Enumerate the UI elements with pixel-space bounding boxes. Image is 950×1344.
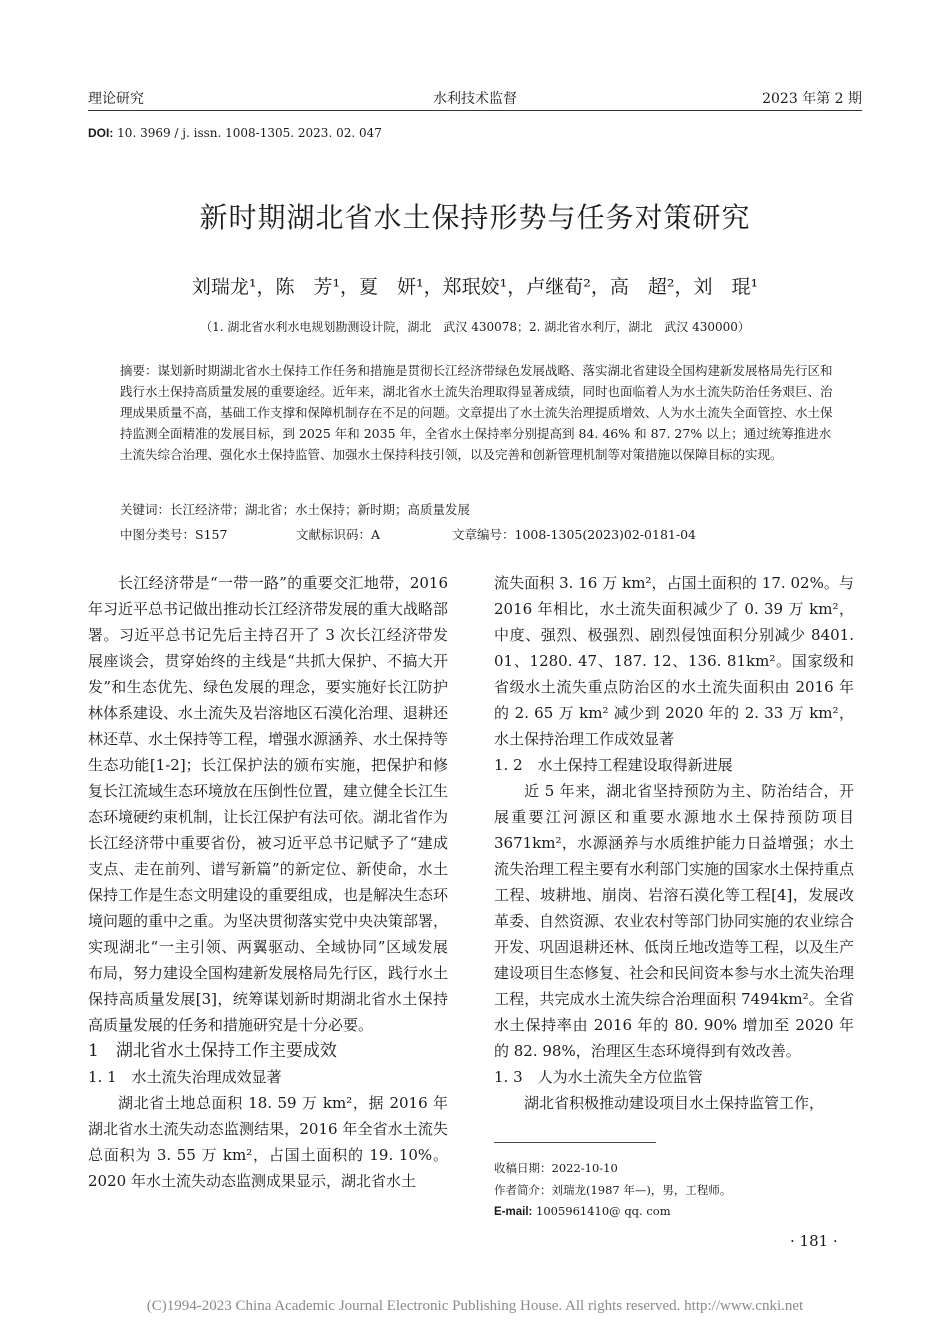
abstract: 摘要：谋划新时期湖北省水土保持工作任务和措施是贯彻长江经济带绿色发展战略、落实湖北省建设全国构建新发展格局先行区和践行水土保持高质量发展的重要途经。近年来，湖北省水土流失治理取得显著成绩，同时也面临着人为水土流失防治任务艰巨、治理成果质量不高，基础工作支撑和保障机制存在不足的问题。文章提出了水土流失治理提质增效、人为水土流失全面管控、水土保持监测全面精准的发展目标，到 2025 年和 2035 年，全省水土保持率分别提高到 84. 46% 和 87. 27% 以上；通过统筹推进水土流失综合治理、强化水土保持监管、加强水土保持科技引领，以及完善和创新管理机制等对策措施以保障目标的实现。 <box>120 363 833 462</box>
header-issue: 2023 年第 2 期 <box>762 91 862 107</box>
author-email[interactable]: 1005961410@ qq. com <box>536 1204 671 1218</box>
document-code: 文献标识码：A <box>296 527 381 542</box>
author-list: 刘瑞龙¹，陈 芳¹，夏 妍¹，郑珉姣¹，卢继荀²，高 超²，刘 琨¹ <box>191 276 759 298</box>
copyright-notice: (C)1994-2023 China Academic Journal Electronic Publishing House. All rights reserved. http://www.cnki.net <box>146 1298 804 1314</box>
clc-number: 中图分类号：S157 <box>120 527 228 542</box>
section-1-1-heading: 1. 1 水土流失治理成效显著 <box>88 1068 282 1086</box>
email-label: E-mail: <box>494 1206 533 1218</box>
header-rule <box>88 110 862 111</box>
author-bio: 作者简介：刘瑞龙(1987 年—)，男，工程师。 <box>494 1183 732 1197</box>
left-column <box>88 570 448 1194</box>
affiliation: （1. 湖北省水利水电规划勘测设计院，湖北 武汉 430078；2. 湖北省水利厅，湖北 武汉 430000） <box>200 320 750 334</box>
doi-value: 10. 3969 / j. issn. 1008-1305. 2023. 02. 047 <box>117 126 382 140</box>
paper-title: 新时期湖北省水土保持形势与任务对策研究 <box>199 201 751 234</box>
doi-line <box>88 126 382 140</box>
author-email-line <box>494 1204 671 1218</box>
section-1-heading: 1 湖北省水土保持工作主要成效 <box>88 1041 337 1061</box>
received-date: 收稿日期：2022-10-10 <box>494 1161 618 1175</box>
footnote-rule <box>494 1142 656 1143</box>
section-1-2-heading: 1. 2 水土保持工程建设取得新进展 <box>494 756 733 774</box>
section-1-2-paragraph: 近 5 年来，湖北省坚持预防为主、防治结合，开展重要江河源区和重要水源地水土保持预防项目 3671km²，水源涵养与水质维护能力日益增强；水土流失治理工程主要有水利部门实施的国家水土保持重点工程、坡耕地、崩岗、岩溶石漠化等工程[4]，发展改革委、自然资源、农业农村等部门协同实施的农业综合开发、巩固退耕还林、低岗丘地改造等工程，以及生产建设项目生态修复、社会和民间资本参与水土流失治理工程，共完成水土流失综合治理面积 7494km²。全省水土保持率由 2016 年的 80. 90% 增加至 2020 年的 82. 98%，治理区生态环境得到有效改善。 <box>494 782 855 1060</box>
page-number: · 181 · <box>790 1232 838 1250</box>
section-1-1-paragraph: 湖北省土地总面积 18. 59 万 km²，据 2016 年湖北省水土流失动态监测结果，2016 年全省水土流失总面积为 3. 55 万 km²，占国土面积的 19. 10%。2020 年水土流失动态监测成果显示，湖北省水土 <box>88 1094 448 1190</box>
intro-paragraph: 长江经济带是“一带一路”的重要交汇地带，2016 年习近平总书记做出推动长江经济带发展的重大战略部署。习近平总书记先后主持召开了 3 次长江经济带发展座谈会，贯穿始终的主线是“共抓大保护、不搞大开发”和生态优先、绿色发展的理念，要实施好长江防护林体系建设、水土流失及岩溶地区石漠化治理、退耕还林还草、水土保持等工程，增强水源涵养、水土保持等生态功能[1-2]；长江保护法的颁布实施，把保护和修复长江流域生态环境放在压倒性位置，建立健全长江生态环境硬约束机制，让长江保护有法可依。湖北省作为长江经济带中重要省份，被习近平总书记赋予了“建成支点、走在前列、谱写新篇”的新定位、新使命，水土保持工作是生态文明建设的重要组成，也是解决生态环境问题的重中之重。为坚决贯彻落实党中央决策部署，实现湖北“一主引领、两翼驱动、全域协同”区域发展布局，努力建设全国构建新发展格局先行区，践行水土保持高质量发展[3]，统筹谋划新时期湖北省水土保持高质量发展的任务和措施研究是十分必要。 <box>88 574 449 1034</box>
section-1-3-paragraph: 湖北省积极推动建设项目水土保持监管工作， <box>524 1094 825 1112</box>
section-1-3-heading: 1. 3 人为水土流失全方位监管 <box>494 1068 703 1086</box>
article-number: 文章编号：1008-1305(2023)02-0181-04 <box>452 527 696 542</box>
section-1-1-continued: 流失面积 3. 16 万 km²，占国土面积的 17. 02%。与 2016 年相比，水土流失面积减少了 0. 39 万 km²，中度、强烈、极强烈、剧烈侵蚀面积分别减少 8401. 01、1280. 47、187. 12、136. 81km²。国家级和省级水土流失重点防治区的水土流失面积由 2016 年的 2. 65 万 km² 减少到 2020 年的 2. 33 万 km²，水土保持治理工作成效显著 <box>494 574 854 748</box>
right-column <box>494 570 854 1116</box>
keywords: 关键词：长江经济带；湖北省；水土保持；新时期；高质量发展 <box>120 502 471 517</box>
doi-label: DOI: <box>88 126 114 140</box>
header-section: 理论研究 <box>88 91 144 107</box>
header-journal: 水利技术监督 <box>433 91 517 107</box>
